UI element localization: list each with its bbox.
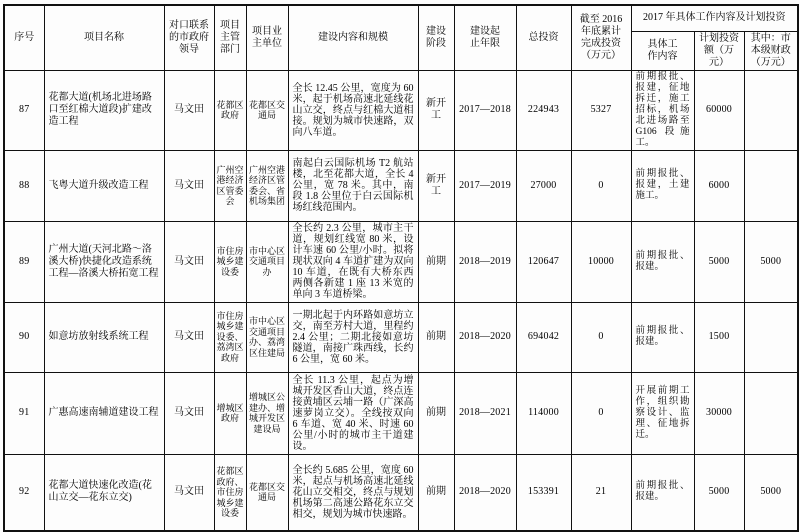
cell-serial: 91: [4, 372, 44, 454]
cell-stage: 前期: [418, 302, 454, 372]
cell-content: 全长 11.3 公里，起点为增城开发区香山大道，终点连接黄埔区云埔一路（广深高速萝岗立交）。全线按双向 6 车道、宽 40 米、时速 60 公里/小时的城市主干道建设。: [288, 372, 418, 454]
cell-serial: 92: [4, 454, 44, 531]
cell-stage: 前期: [418, 372, 454, 454]
cell-leader: 马文田: [164, 150, 214, 221]
cell-owner: 花都区交通局: [246, 70, 288, 150]
table-row: [4, 150, 798, 221]
cell-owner: 广州空港经济区管委会、省机场集团: [246, 150, 288, 221]
header-stage: 建设阶段: [418, 5, 454, 70]
cell-leader: 马文田: [164, 221, 214, 302]
cell-total: 694042: [516, 302, 571, 372]
header-done-2016: 截至 2016 年底累计完成投资（万元）: [571, 5, 631, 70]
cell-2017-work: 前期报批、报建，征地拆迁，施工招标，机场北进场路至 G106 段施工。: [631, 70, 694, 150]
cell-stage: 前期: [418, 221, 454, 302]
cell-2017-work: 前期报批、报建。: [631, 302, 694, 372]
cell-leader: 马文田: [164, 70, 214, 150]
cell-project-name: 花都大道(机场北进场路口至红棉大道段)扩建改造工程: [44, 70, 164, 150]
header-content: 建设内容和规模: [288, 5, 418, 70]
cell-years: 2018—2021: [454, 372, 516, 454]
header-2017-work: 具体工作内容: [631, 31, 694, 70]
cell-stage: 前期: [418, 454, 454, 531]
cell-years: 2017—2019: [454, 150, 516, 221]
cell-done-2016: 5327: [571, 70, 631, 150]
cell-years: 2018—2020: [454, 454, 516, 531]
cell-owner: 增城区公建办、增城开发区建设局: [246, 372, 288, 454]
cell-project-name: 飞粤大道升级改造工程: [44, 150, 164, 221]
cell-2017-plan: 30000: [694, 372, 744, 454]
cell-owner: 市中心区交通项目办: [246, 221, 288, 302]
cell-2017-city: [744, 70, 798, 150]
cell-content: 全长 12.45 公里，宽度为 60 米，起于机场高速北延线花山立交，终点与红棉大道相接。规划为城市快速路，双向八车道。: [288, 70, 418, 150]
cell-2017-city: 5000: [744, 221, 798, 302]
header-2017-plan: 计划投资额（万元）: [694, 31, 744, 70]
projects-table: [3, 4, 799, 532]
cell-total: 224943: [516, 70, 571, 150]
cell-content: 一期北起于内环路如意坊立交，南至芳村大道，里程约 2.4 公里；二期北接如意坊隧道，南接广珠西线，长约 6 公里，宽 60 米。: [288, 302, 418, 372]
cell-2017-city: [744, 150, 798, 221]
cell-owner: 花都区交通局: [246, 454, 288, 531]
cell-years: 2017—2018: [454, 70, 516, 150]
cell-serial: 90: [4, 302, 44, 372]
header-years: 建设起止年限: [454, 5, 516, 70]
cell-dept: 广州空港经济区管委会: [214, 150, 246, 221]
cell-content: 全长约 5.685 公里，宽度 60 米，起点与机场高速北延线花山立交相交，终点与规划机场第二高速公路花东立交相交，规划为城市快速路。: [288, 454, 418, 531]
cell-project-name: 广惠高速南辅道建设工程: [44, 372, 164, 454]
cell-dept: 花都区政府、市住房城乡建设委: [214, 454, 246, 531]
cell-project-name: 如意坊放射线系统工程: [44, 302, 164, 372]
header-project-name: 项目名称: [44, 5, 164, 70]
cell-2017-plan: 5000: [694, 454, 744, 531]
cell-dept: 市住房城乡建设委、荔湾区政府: [214, 302, 246, 372]
cell-leader: 马文田: [164, 372, 214, 454]
cell-2017-city: 5000: [744, 454, 798, 531]
table-row: [4, 302, 798, 372]
cell-serial: 87: [4, 70, 44, 150]
cell-total: 114000: [516, 372, 571, 454]
header-serial: 序号: [4, 5, 44, 70]
cell-2017-work: 前期报批、报建。: [631, 221, 694, 302]
table-row: [4, 372, 798, 454]
cell-done-2016: 10000: [571, 221, 631, 302]
cell-content: 南起白云国际机场 T2 航站楼，北至花都大道，全长 4 公里，宽 78 米。其中，南段 1.8 公里位于白云国际机场红线范围内。: [288, 150, 418, 221]
header-dept: 项目主管部门: [214, 5, 246, 70]
cell-stage: 新开工: [418, 70, 454, 150]
cell-content: 全长约 2.3 公里，城市主干道，规划红线宽 80 米，设计车速 60 公里/小时。拟将现状双向 4 车道扩建为双向 10 车道，在既有大桥东西两侧各新建 1 座 13 米宽的单向 3 车道桥梁。: [288, 221, 418, 302]
table-row: [4, 221, 798, 302]
cell-total: 153391: [516, 454, 571, 531]
cell-2017-work: 开展前期工作，组织勘察设计、监理、征地拆迁。: [631, 372, 694, 454]
cell-stage: 新开工: [418, 150, 454, 221]
cell-done-2016: 0: [571, 302, 631, 372]
cell-owner: 市中心区交通项目办、荔湾区住建局: [246, 302, 288, 372]
cell-total: 27000: [516, 150, 571, 221]
header-leader: 对口联系的市政府领导: [164, 5, 214, 70]
cell-done-2016: 0: [571, 372, 631, 454]
cell-dept: 增城区政府: [214, 372, 246, 454]
cell-leader: 马文田: [164, 302, 214, 372]
table-row: [4, 70, 798, 150]
table-row: [4, 454, 798, 531]
cell-years: 2018—2019: [454, 221, 516, 302]
cell-2017-city: [744, 302, 798, 372]
header-row-1: [4, 5, 798, 31]
cell-done-2016: 0: [571, 150, 631, 221]
header-total-investment: 总投资: [516, 5, 571, 70]
cell-total: 120647: [516, 221, 571, 302]
cell-serial: 88: [4, 150, 44, 221]
cell-leader: 马文田: [164, 454, 214, 531]
cell-2017-plan: 1500: [694, 302, 744, 372]
header-owner: 项目业主单位: [246, 5, 288, 70]
cell-serial: 89: [4, 221, 44, 302]
cell-dept: 花都区政府: [214, 70, 246, 150]
header-2017-city: 其中：市本级财政（万元）: [744, 31, 798, 70]
cell-project-name: 广州大道(天河北路～洛溪大桥)快捷化改造系统工程—洛溪大桥拓宽工程: [44, 221, 164, 302]
cell-2017-plan: 60000: [694, 70, 744, 150]
cell-2017-plan: 6000: [694, 150, 744, 221]
cell-dept: 市住房城乡建设委: [214, 221, 246, 302]
cell-2017-work: 前期报批、报建。: [631, 454, 694, 531]
cell-2017-work: 前期报批、报建，土建施工。: [631, 150, 694, 221]
cell-project-name: 花都大道快速化改造(花山立交—花东立交): [44, 454, 164, 531]
header-2017-group: 2017 年具体工作内容及计划投资: [631, 5, 798, 31]
cell-years: 2018—2020: [454, 302, 516, 372]
cell-2017-city: [744, 372, 798, 454]
cell-2017-plan: 5000: [694, 221, 744, 302]
cell-done-2016: 21: [571, 454, 631, 531]
